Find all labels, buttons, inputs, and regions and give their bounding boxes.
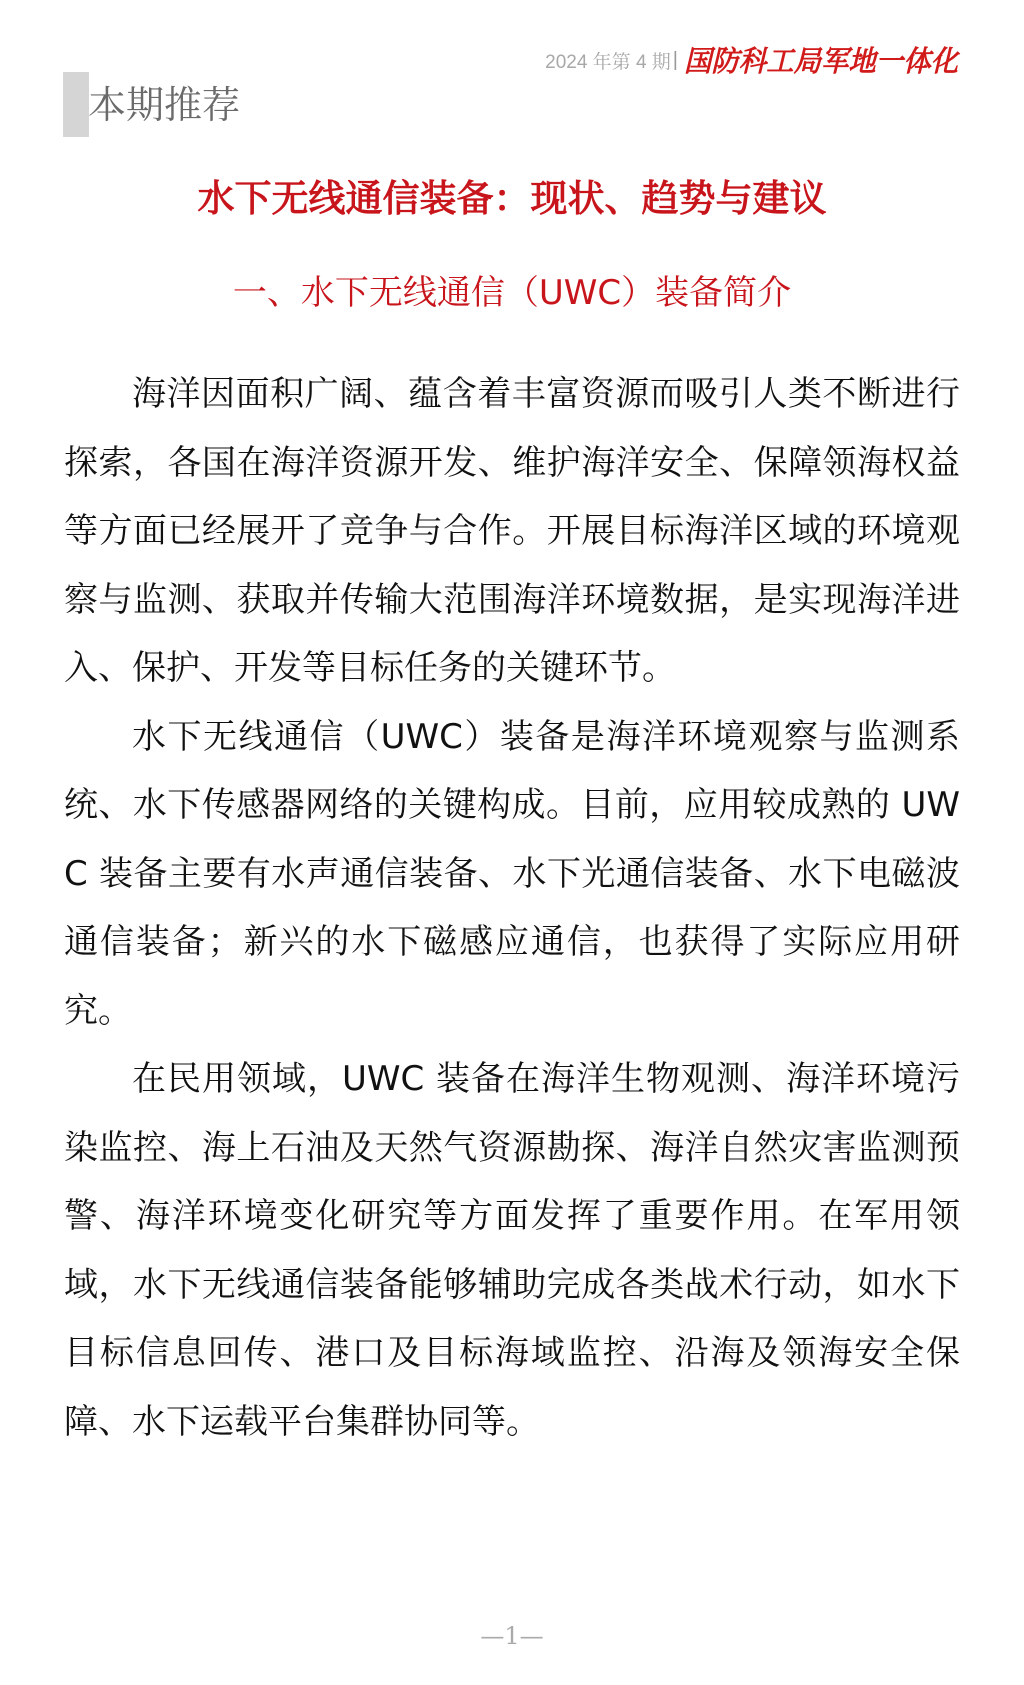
body-paragraph: 在民用领域，UWC 装备在海洋生物观测、海洋环境污染监控、海上石油及天然气资源勘探、海洋自然灾害监测预警、海洋环境变化研究等方面发挥了重要作用。在军用领域，水下无线通信装备能够辅助完成各类战术行动，如水下目标信息回传、港口及目标海域监控、沿海及领海安全保障、水下运载平台集群协同等。 <box>64 1059 960 1442</box>
body-paragraph: 海洋因面积广阔、蕴含着丰富资源而吸引人类不断进行探索，各国在海洋资源开发、维护海洋安全、保障领海权益等方面已经展开了竞争与合作。开展目标海洋区域的环境观察与监测、获取并传输大范围海洋环境数据，是实现海洋进入、保护、开发等目标任务的关键环节。 <box>64 374 960 688</box>
issue-number: 2024 年第 4 期 <box>545 51 671 73</box>
body-paragraph: 水下无线通信（UWC）装备是海洋环境观察与监测系统、水下传感器网络的关键构成。目前，应用较成熟的 UWC 装备主要有水声通信装备、水下光通信装备、水下电磁波通信装备；新兴的水下磁感应通信，也获得了实际应用研究。 <box>64 716 960 1031</box>
page-number: —1— <box>480 1622 544 1650</box>
section-tag-bar <box>63 72 89 137</box>
article-title: 水下无线通信装备：现状、趋势与建议 <box>197 176 827 220</box>
section-heading: 一、水下无线通信（UWC）装备简介 <box>232 273 792 313</box>
calligraphy-motto-logo <box>682 40 962 80</box>
section-label: 本期推荐 <box>88 83 241 127</box>
issue-header <box>545 40 962 80</box>
motto-text: 国防科工局军地一体化 <box>684 44 961 78</box>
header-separator: | <box>672 48 678 71</box>
section-tag <box>63 72 241 137</box>
article-body <box>64 360 960 1456</box>
